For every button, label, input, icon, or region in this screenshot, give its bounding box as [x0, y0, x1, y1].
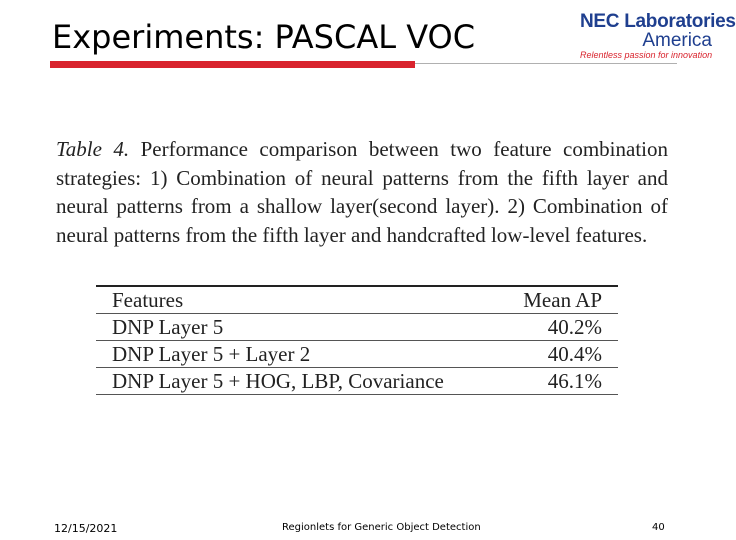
table-row [96, 341, 618, 368]
mean-ap-cell: 40.4% [547, 342, 602, 366]
feature-cell: DNP Layer 5 + Layer 2 [112, 342, 311, 366]
feature-cell: DNP Layer 5 + HOG, LBP, Covariance [112, 369, 444, 393]
page-number: 40 [652, 522, 665, 533]
header-divider-line [415, 63, 677, 64]
mean-ap-cell: 46.1% [547, 369, 602, 393]
table-header-row [96, 286, 618, 314]
logo-line1: NEC Laboratories [580, 11, 736, 32]
table-row [96, 368, 618, 395]
table-row [96, 314, 618, 341]
logo-tagline: Relentless passion for innovation [580, 50, 713, 60]
mean-ap-cell: 40.2% [547, 315, 602, 339]
footer-title: Regionlets for Generic Object Detection [282, 522, 481, 533]
caption-label: Table 4. [56, 137, 130, 161]
title-underline-bar [50, 61, 415, 68]
footer-date: 12/15/2021 [54, 522, 118, 535]
header-mean-ap: Mean AP [523, 288, 602, 312]
nec-logo [580, 11, 736, 61]
feature-comparison-table [96, 285, 618, 395]
caption-text: Performance comparison between two feature combination strategies: 1) Combination of neural patterns from the fifth layer and neural patterns from a shallow layer(second layer). 2) Combination of neural patterns from the fifth layer and handcrafted low-level features. [56, 137, 668, 247]
logo-line2: America [642, 30, 712, 51]
table-caption [56, 135, 668, 249]
header-features: Features [112, 288, 184, 312]
slide-title: Experiments: PASCAL VOC [52, 18, 476, 56]
feature-cell: DNP Layer 5 [112, 315, 224, 339]
